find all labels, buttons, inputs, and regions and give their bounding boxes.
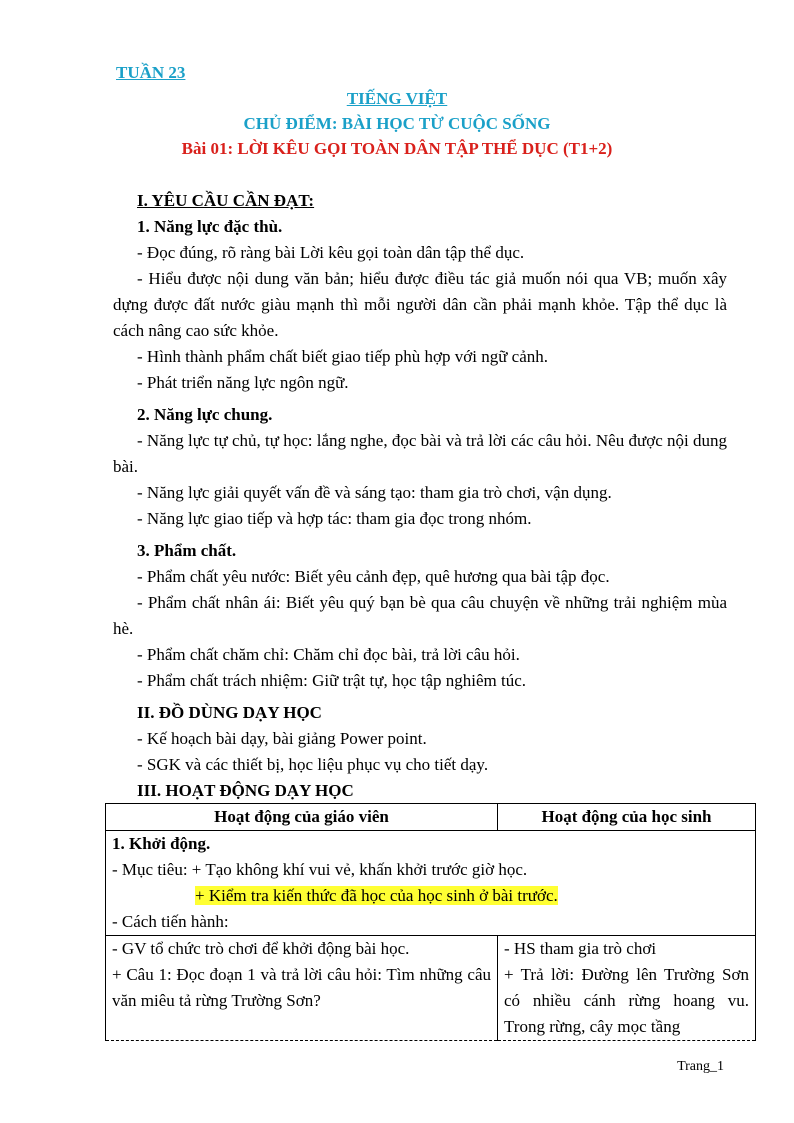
subsection-heading: 3. Phẩm chất. <box>137 541 237 560</box>
subsection-heading: 2. Năng lực chung. <box>137 405 273 424</box>
method-line: - Cách tiến hành: <box>112 912 229 931</box>
subject-title: TIẾNG VIỆT <box>346 89 448 108</box>
list-item: - Phẩm chất yêu nước: Biết yêu cảnh đẹp, quê hương qua bài tập đọc. <box>137 567 610 586</box>
student-step: - HS tham gia trò chơi <box>504 939 657 958</box>
list-item: - Kế hoạch bài dạy, bài giảng Power point. <box>137 729 427 748</box>
table-row <box>106 831 756 936</box>
section-heading: III. HOẠT ĐỘNG DẠY HỌC <box>137 781 354 800</box>
list-item: - Phát triển năng lực ngôn ngữ. <box>137 373 349 392</box>
goal-line: - Mục tiêu: + Tạo không khí vui vẻ, khấn khởi trước giờ học. <box>112 860 528 879</box>
section-heading: I. YÊU CẦU CẦN ĐẠT: <box>137 191 315 210</box>
page-number: Trang_1 <box>677 1059 724 1074</box>
requirements-section <box>113 188 727 804</box>
list-item: - Phẩm chất trách nhiệm: Giữ trật tự, học tập nghiêm túc. <box>137 671 527 690</box>
week-label: TUẦN 23 <box>116 63 186 82</box>
teacher-step: - GV tổ chức trò chơi để khởi động bài học. <box>112 939 410 958</box>
activities-table <box>105 803 756 1041</box>
subsection-heading: 1. Năng lực đặc thù. <box>137 217 283 236</box>
teacher-step: + Câu 1: Đọc đoạn 1 và trả lời câu hỏi: Tìm những câu văn miêu tả rừng Trường Sơn? <box>112 965 491 1010</box>
warmup-title: 1. Khởi động. <box>112 834 211 853</box>
section-heading: II. ĐỒ DÙNG DẠY HỌC <box>137 703 322 722</box>
list-item: - Năng lực tự chủ, tự học: lắng nghe, đọc bài và trả lời các câu hỏi. Nêu được nội dung bài. <box>113 431 727 476</box>
list-item: - Hình thành phẩm chất biết giao tiếp phù hợp với ngữ cảnh. <box>137 347 549 366</box>
table-header-row <box>106 804 756 831</box>
student-activity-cell <box>498 936 756 1041</box>
student-column-header: Hoạt động của học sinh <box>498 804 756 831</box>
list-item: - SGK và các thiết bị, học liệu phục vụ cho tiết dạy. <box>137 755 489 774</box>
list-item: - Phẩm chất chăm chỉ: Chăm chỉ đọc bài, trả lời câu hỏi. <box>137 645 520 664</box>
warmup-cell <box>106 831 756 936</box>
lesson-title: Bài 01: LỜI KÊU GỌI TOÀN DÂN TẬP THỂ DỤC (T1+2) <box>181 139 613 158</box>
list-item: - Hiểu được nội dung văn bản; hiểu được điều tác giả muốn nói qua VB; muốn xây dựng được đất nước giàu mạnh thì mỗi người dân cần phải mạnh khỏe. Tập thể dục là cách nâng cao sức khỏe. <box>113 269 727 340</box>
table-row <box>106 936 756 1041</box>
list-item: - Năng lực giao tiếp và hợp tác: tham gia đọc trong nhóm. <box>137 509 532 528</box>
goal-line-highlighted: + Kiểm tra kiến thức đã học của học sinh ở bài trước. <box>195 886 558 905</box>
student-step: + Trả lời: Đường lên Trường Sơn có nhiều cánh rừng hoang vu. Trong rừng, cây mọc tầng <box>504 965 749 1036</box>
teacher-activity-cell <box>106 936 498 1041</box>
theme-title: CHỦ ĐIỂM: BÀI HỌC TỪ CUỘC SỐNG <box>243 114 551 133</box>
teacher-column-header: Hoạt động của giáo viên <box>106 804 498 831</box>
list-item: - Đọc đúng, rõ ràng bài Lời kêu gọi toàn dân tập thể dục. <box>137 243 525 262</box>
list-item: - Năng lực giải quyết vấn đề và sáng tạo: tham gia trò chơi, vận dụng. <box>137 483 612 502</box>
list-item: - Phẩm chất nhân ái: Biết yêu quý bạn bè qua câu chuyện về những trải nghiệm mùa hè. <box>113 593 727 638</box>
